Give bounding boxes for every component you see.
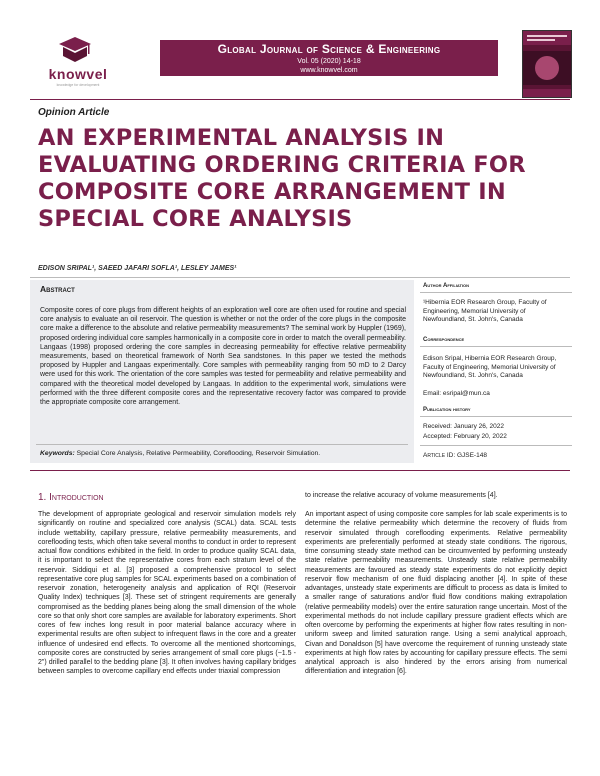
article-id: Article ID: GJSE-148: [423, 452, 487, 459]
journal-url[interactable]: www.knowvel.com: [300, 67, 358, 74]
logo-tagline: knowledge for development: [56, 83, 100, 87]
body-divider: [30, 470, 570, 471]
article-id-divider: [420, 445, 572, 446]
affiliation-divider: [420, 292, 572, 293]
author-list: EDISON SRIPAL¹, SAEED JAFARI SOFLA¹, LESLEY JAMES¹: [38, 265, 237, 272]
keywords-line: [40, 450, 406, 457]
accepted-date: Accepted: February 20, 2022: [423, 433, 507, 440]
received-date: Received: January 26, 2022: [423, 423, 504, 430]
history-divider: [420, 416, 572, 417]
introduction-heading: 1. Introduction: [38, 492, 104, 503]
journal-cover-thumbnail: [522, 30, 572, 98]
abstract-text: Composite cores of core plugs from different heights of an exploration well core are often used for routine and special core analysis to evaluate an oil reservoir. The question is whether or not the order of the core plugs in the composite core make a difference to the absolute and relative permeability measurements? The seminal work by Huppler (1969), proposed ordering individual core samples harmonically in a composite core in order to match the overall permeability. Langaas (1998) proposed ordering the core samples in decreasing permeability for effective relative permeability measurements, based on theoretical framework of North Sea sandstones. In this paper we tested the methods proposed by Huppler and Langaas experimentally. Core samples with permeability ranging from 50 mD to 2 Darcy were used for this work. The orientation of the core samples was tested for permeability and relative permeability and compared with the theoretical model developed by Langaas. In addition to the experimental work, simulations were performed with the three different composite cores and the representative recovery factor was compared to provide the appropriate composite core arrangement.: [40, 307, 406, 407]
keywords-divider: [36, 444, 408, 445]
correspondence-text: Edison Sripal, Hibernia EOR Research Group, Faculty of Engineering, Memorial University of Newfoundland, St. John's, Canada: [423, 355, 557, 379]
affiliation-text: ¹Hibernia EOR Research Group, Faculty of Engineering, Memorial University of Newfoundland, St. John's, Canada: [423, 299, 547, 323]
journal-title: Global Journal of Science & Engineering: [217, 42, 441, 56]
intro-right-continuation: to increase the relative accuracy of volume measurements [4].: [305, 492, 498, 499]
intro-right-column: An important aspect of using composite core samples for lab scale experiments is to determine the relative permeability which determine the recovery of fluids from reservoir simulated through coreflooding experiments. Relative permeability experiments are preferentially performed at steady state conditions. The rigorous, time consuming steady state method can be circumvented by performing unsteady state relative permeability measurements. Unsteady state relative permeability measurements are favoured as steady state experiments do not explicitly depict reservoir flow mechanism of one fluid displacing another [4]. In spite of these advantages, unsteady state experiments are difficult to process as data is limited to a smaller range of saturations and/or fluid flow conditions making extrapolation (relative permeability models) over the entire saturation range uncertain. Most of the experimental methods do not include capillary pressure gradient effects which are often overcome by performing the experiments at higher flow rates resulting in non-uniform sweep and limited saturation range. Using a semi analytical approach, Civan and Donaldson [5] have overcome the requirement of running unsteady state experiments at high flow rates by accounting for capillary pressure effects. The semi analytical approach is also hindered by the errors arising from numerical differentiation and integration [6].: [305, 511, 567, 676]
intro-left-column: The development of appropriate geological and reservoir simulation models rely significantly on routine and specialized core analysis (SCAL) data. SCAL tests include wettability, capillary pressure, relative permeability measurements, and coreflooding tests, which often take several months to conduct in order to represent actual flow conditions exhibited in the field. In order to produce quality SCAL data, it is important to select the representative cores from each stratum level of the reservoir. Siddiqui et al. [3] proposed a comprehensive protocol to select representative core plug samples for SCAL experiments based on a combination of reservoir zonation, heterogeneity analysis and application of RQI (Reservoir Quality Index) techniques [3]. These set of stringent requirements are generally compromised as the bedding planes being along the small dimension of the whole core so that only short core samples are available for laboratory experiments. Short cores of few inches long result in poor material balance accuracy where in experimental results are often subject to infrequent flaws in the core and a greater influence of undesired end effects. To overcome all the mentioned shortcomings, composite cores are constructed by series arrangement of small core plugs (~1.5 - 2") drilled parallel to the bedding plane [3]. It often involves having capillary bridges between samples to overcome capillary end effects under triaxial compression: [38, 511, 296, 676]
logo-wordmark: knowvel: [48, 66, 108, 82]
affiliation-heading: Author Affiliation: [423, 283, 470, 289]
journal-volume: Vol. 05 (2020) 14-18: [297, 58, 361, 65]
correspondence-heading: Correspondence: [423, 337, 465, 343]
keywords-label: Keywords:: [40, 450, 75, 457]
authors-divider: [30, 277, 570, 278]
correspondence-email[interactable]: Email: esripal@mun.ca: [423, 390, 490, 397]
header-divider: [30, 99, 570, 100]
article-type: Opinion Article: [38, 107, 110, 118]
article-title: AN EXPERIMENTAL ANALYSIS IN EVALUATING ORDERING CRITERIA FOR COMPOSITE CORE ARRANGEMENT IN SPECIAL CORE ANALYSIS: [38, 125, 526, 232]
keywords-text: Special Core Analysis, Relative Permeability, Coreflooding, Reservoir Simulation.: [76, 450, 321, 457]
correspondence-divider: [420, 346, 572, 347]
history-heading: Publication history: [423, 407, 471, 413]
knowvel-logo-icon: [58, 36, 92, 66]
abstract-heading: Abstract: [40, 284, 75, 294]
